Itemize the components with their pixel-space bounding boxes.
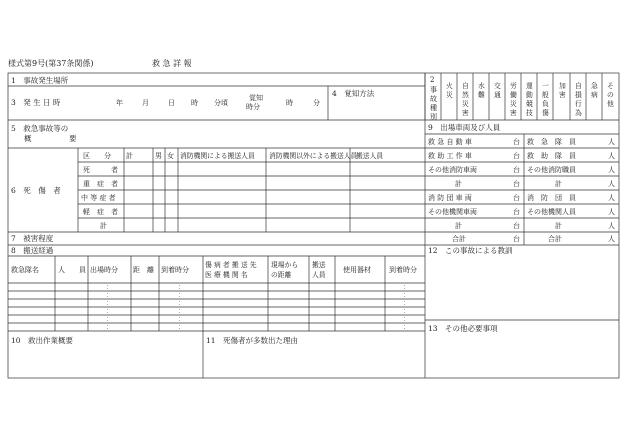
hospital-header-line-1: 傷 病 者 搬 送 先: [205, 261, 257, 269]
casualty-row-light: 軽 症 者: [83, 208, 118, 216]
awareness-time-line-1: 覚知: [249, 94, 263, 102]
team-name-header: 救急隊名: [11, 266, 39, 274]
unit-vehicle: 台: [513, 208, 520, 216]
accident-type-general: 一般負傷: [542, 82, 549, 117]
accident-type-label-3: 種: [430, 104, 437, 112]
casualty-row-serious: 重 症 者: [83, 180, 118, 188]
person-rescue: 救 助 隊 員: [527, 152, 576, 160]
accident-type-fire: 火災: [446, 82, 453, 99]
accident-type-water: 水難: [478, 82, 485, 99]
transport-headers: [11, 260, 417, 279]
transport-count-header-line-1: 搬送: [312, 261, 326, 269]
accident-type-label-4: 別: [430, 113, 437, 121]
report-title: 救 急 詳 報: [152, 59, 192, 68]
time-sep: ：: [178, 324, 185, 331]
accident-type-label-1: 事: [430, 86, 437, 94]
vehicle-fire-corps: 消 防 団 車 両: [428, 194, 472, 202]
unit-person: 人: [608, 194, 615, 202]
vehicle-subtotal-1: 計: [455, 180, 462, 188]
site-distance-header-line-1: 現場から: [271, 261, 299, 269]
time-sep: ：: [106, 292, 113, 299]
vehicle-grand-total: 合計: [452, 235, 466, 243]
unit-vehicle: 台: [513, 152, 520, 160]
vehicle-other-fire: その他消防車両: [428, 166, 477, 174]
person-ambulance: 救 急 隊 員: [527, 138, 576, 146]
accident-type-illness: 急病: [591, 82, 598, 99]
time-sep: ：: [403, 300, 410, 307]
vehicle-ambulance: 救 急 自 動 車: [428, 138, 472, 146]
time-sep: ：: [403, 284, 410, 291]
equipment-header: 使用器材: [343, 266, 371, 274]
unit-vehicle: 台: [513, 222, 520, 230]
accident-type-list: [446, 81, 614, 117]
time-sep: ：: [178, 292, 185, 299]
accident-type-traffic: 交通: [494, 82, 501, 99]
unit-person: 人: [608, 180, 615, 188]
accident-location-label: 1 事故発生場所: [11, 76, 69, 85]
occurrence-month: 月: [142, 99, 149, 107]
time-sep: ：: [403, 324, 410, 331]
occurrence-hour: 時: [191, 99, 198, 107]
dispatch-time-header: 出場時分: [90, 266, 118, 274]
time-sep: ：: [403, 316, 410, 323]
unit-vehicle: 台: [513, 138, 520, 146]
unit-vehicle: 台: [513, 194, 520, 202]
mass-casualty-reason-label: 11 死傷者が多数出た理由: [206, 336, 299, 345]
awareness-time-line-2: 時分: [246, 103, 260, 111]
awareness-hour: 時: [286, 99, 293, 107]
casualty-row-dead: 死 者: [83, 166, 118, 174]
awareness-minute: 分: [313, 99, 320, 107]
accident-type-self: 自損行為: [575, 82, 582, 117]
transport-count-header-line-2: 人員: [312, 271, 326, 279]
unit-person: 人: [608, 222, 615, 230]
site-distance-header-line-2: の距離: [271, 271, 292, 279]
occurrence-year: 年: [116, 99, 123, 107]
time-sep: ：: [178, 316, 185, 323]
accident-summary-label: [11, 123, 77, 143]
other-transport-header: 消防機関以外による搬送人員: [269, 152, 358, 160]
unit-vehicle: 台: [513, 180, 520, 188]
unit-person: 人: [608, 138, 615, 146]
unit-vehicle: 台: [513, 235, 520, 243]
accident-type-natural: 自然災害: [462, 82, 469, 117]
unit-person: 人: [608, 208, 615, 216]
hospital-header-line-2: 医 療 機 関 名: [205, 271, 248, 279]
vehicles-personnel-label: 9 出場車両及び人員: [428, 123, 501, 132]
distance-header: 距 離: [133, 266, 154, 274]
accident-summary-line-2: 概 要: [24, 134, 77, 143]
time-sep: ：: [178, 308, 185, 315]
class-header: 区 分: [83, 152, 111, 160]
awareness-method-label: 4 覚知方法: [332, 89, 375, 98]
time-sep: ：: [178, 284, 185, 291]
vehicle-subtotal-2: 計: [455, 222, 462, 230]
time-sep: ：: [178, 300, 185, 307]
vehicle-rescue: 救 助 工 作 車: [428, 152, 472, 160]
lessons-label: 12 この事故による教訓: [428, 246, 513, 255]
time-sep: ：: [106, 308, 113, 315]
accident-summary-line-1: 5 救急事故等の: [11, 124, 69, 133]
accident-type-assault: 加害: [559, 82, 566, 99]
noncarried-header: 搬送人員: [356, 152, 384, 160]
occurrence-day: 日: [168, 99, 175, 107]
hospital-header: [205, 260, 259, 279]
person-grand-total: 合計: [548, 235, 562, 243]
site-distance-header: [271, 260, 300, 279]
occurrence-minute: 分頃: [214, 99, 228, 107]
accident-type-sports: 運動競技: [526, 82, 533, 117]
unit-person: 人: [608, 235, 615, 243]
rescue-summary-label: 10 救出作業概要: [11, 336, 74, 345]
male-header: 男: [155, 152, 162, 160]
person-subtotal-2: 計: [555, 222, 562, 230]
accident-type-number: 2: [430, 76, 435, 84]
fire-transport-header: 消防機関による搬送人員: [180, 152, 255, 160]
time-sep: ：: [403, 308, 410, 315]
form-number: 様式第9号(第37条関係): [8, 59, 94, 68]
unit-vehicle: 台: [513, 166, 520, 174]
time-sep: ：: [106, 300, 113, 307]
accident-type-label: [430, 76, 439, 121]
accident-type-label-2: 故: [430, 95, 437, 103]
damage-degree-label: 7 被害程度: [11, 234, 54, 243]
person-other-fire: その他消防職員: [527, 166, 576, 174]
accident-type-labor: 労働災害: [510, 82, 517, 117]
transport-count-header: [312, 260, 328, 279]
unit-person: 人: [608, 166, 615, 174]
time-sep: ：: [106, 316, 113, 323]
member-count-header: 人 員: [58, 266, 86, 274]
female-header: 女: [167, 152, 174, 160]
casualties-label: 6 死 傷 者: [11, 186, 61, 195]
total-header: 計: [126, 152, 133, 160]
transport-course-label: 8 搬送経過: [11, 246, 54, 255]
awareness-time-label: [246, 93, 265, 111]
occurrence-datetime-label: 3 発 生 日 時: [11, 98, 61, 107]
arrival-time2-header: 到着時分: [389, 266, 417, 274]
person-fire-corps: 消 防 団 員: [527, 194, 576, 202]
other-matters-label: 13 その他必要事項: [428, 324, 498, 333]
time-sep: ：: [403, 292, 410, 299]
casualty-row-total: 計: [100, 222, 107, 230]
arrival-time-header: 到着時分: [161, 266, 189, 274]
casualty-rows: [81, 165, 118, 230]
unit-person: 人: [608, 152, 615, 160]
time-sep: ：: [106, 284, 113, 291]
vehicle-other-agency: その他機関車両: [428, 208, 477, 216]
person-subtotal-1: 計: [555, 180, 562, 188]
casualty-row-moderate: 中 等 症 者: [81, 194, 116, 202]
person-other-agency: その他機関人員: [527, 208, 576, 216]
time-sep: ：: [106, 324, 113, 331]
accident-type-other: その他: [607, 82, 614, 108]
